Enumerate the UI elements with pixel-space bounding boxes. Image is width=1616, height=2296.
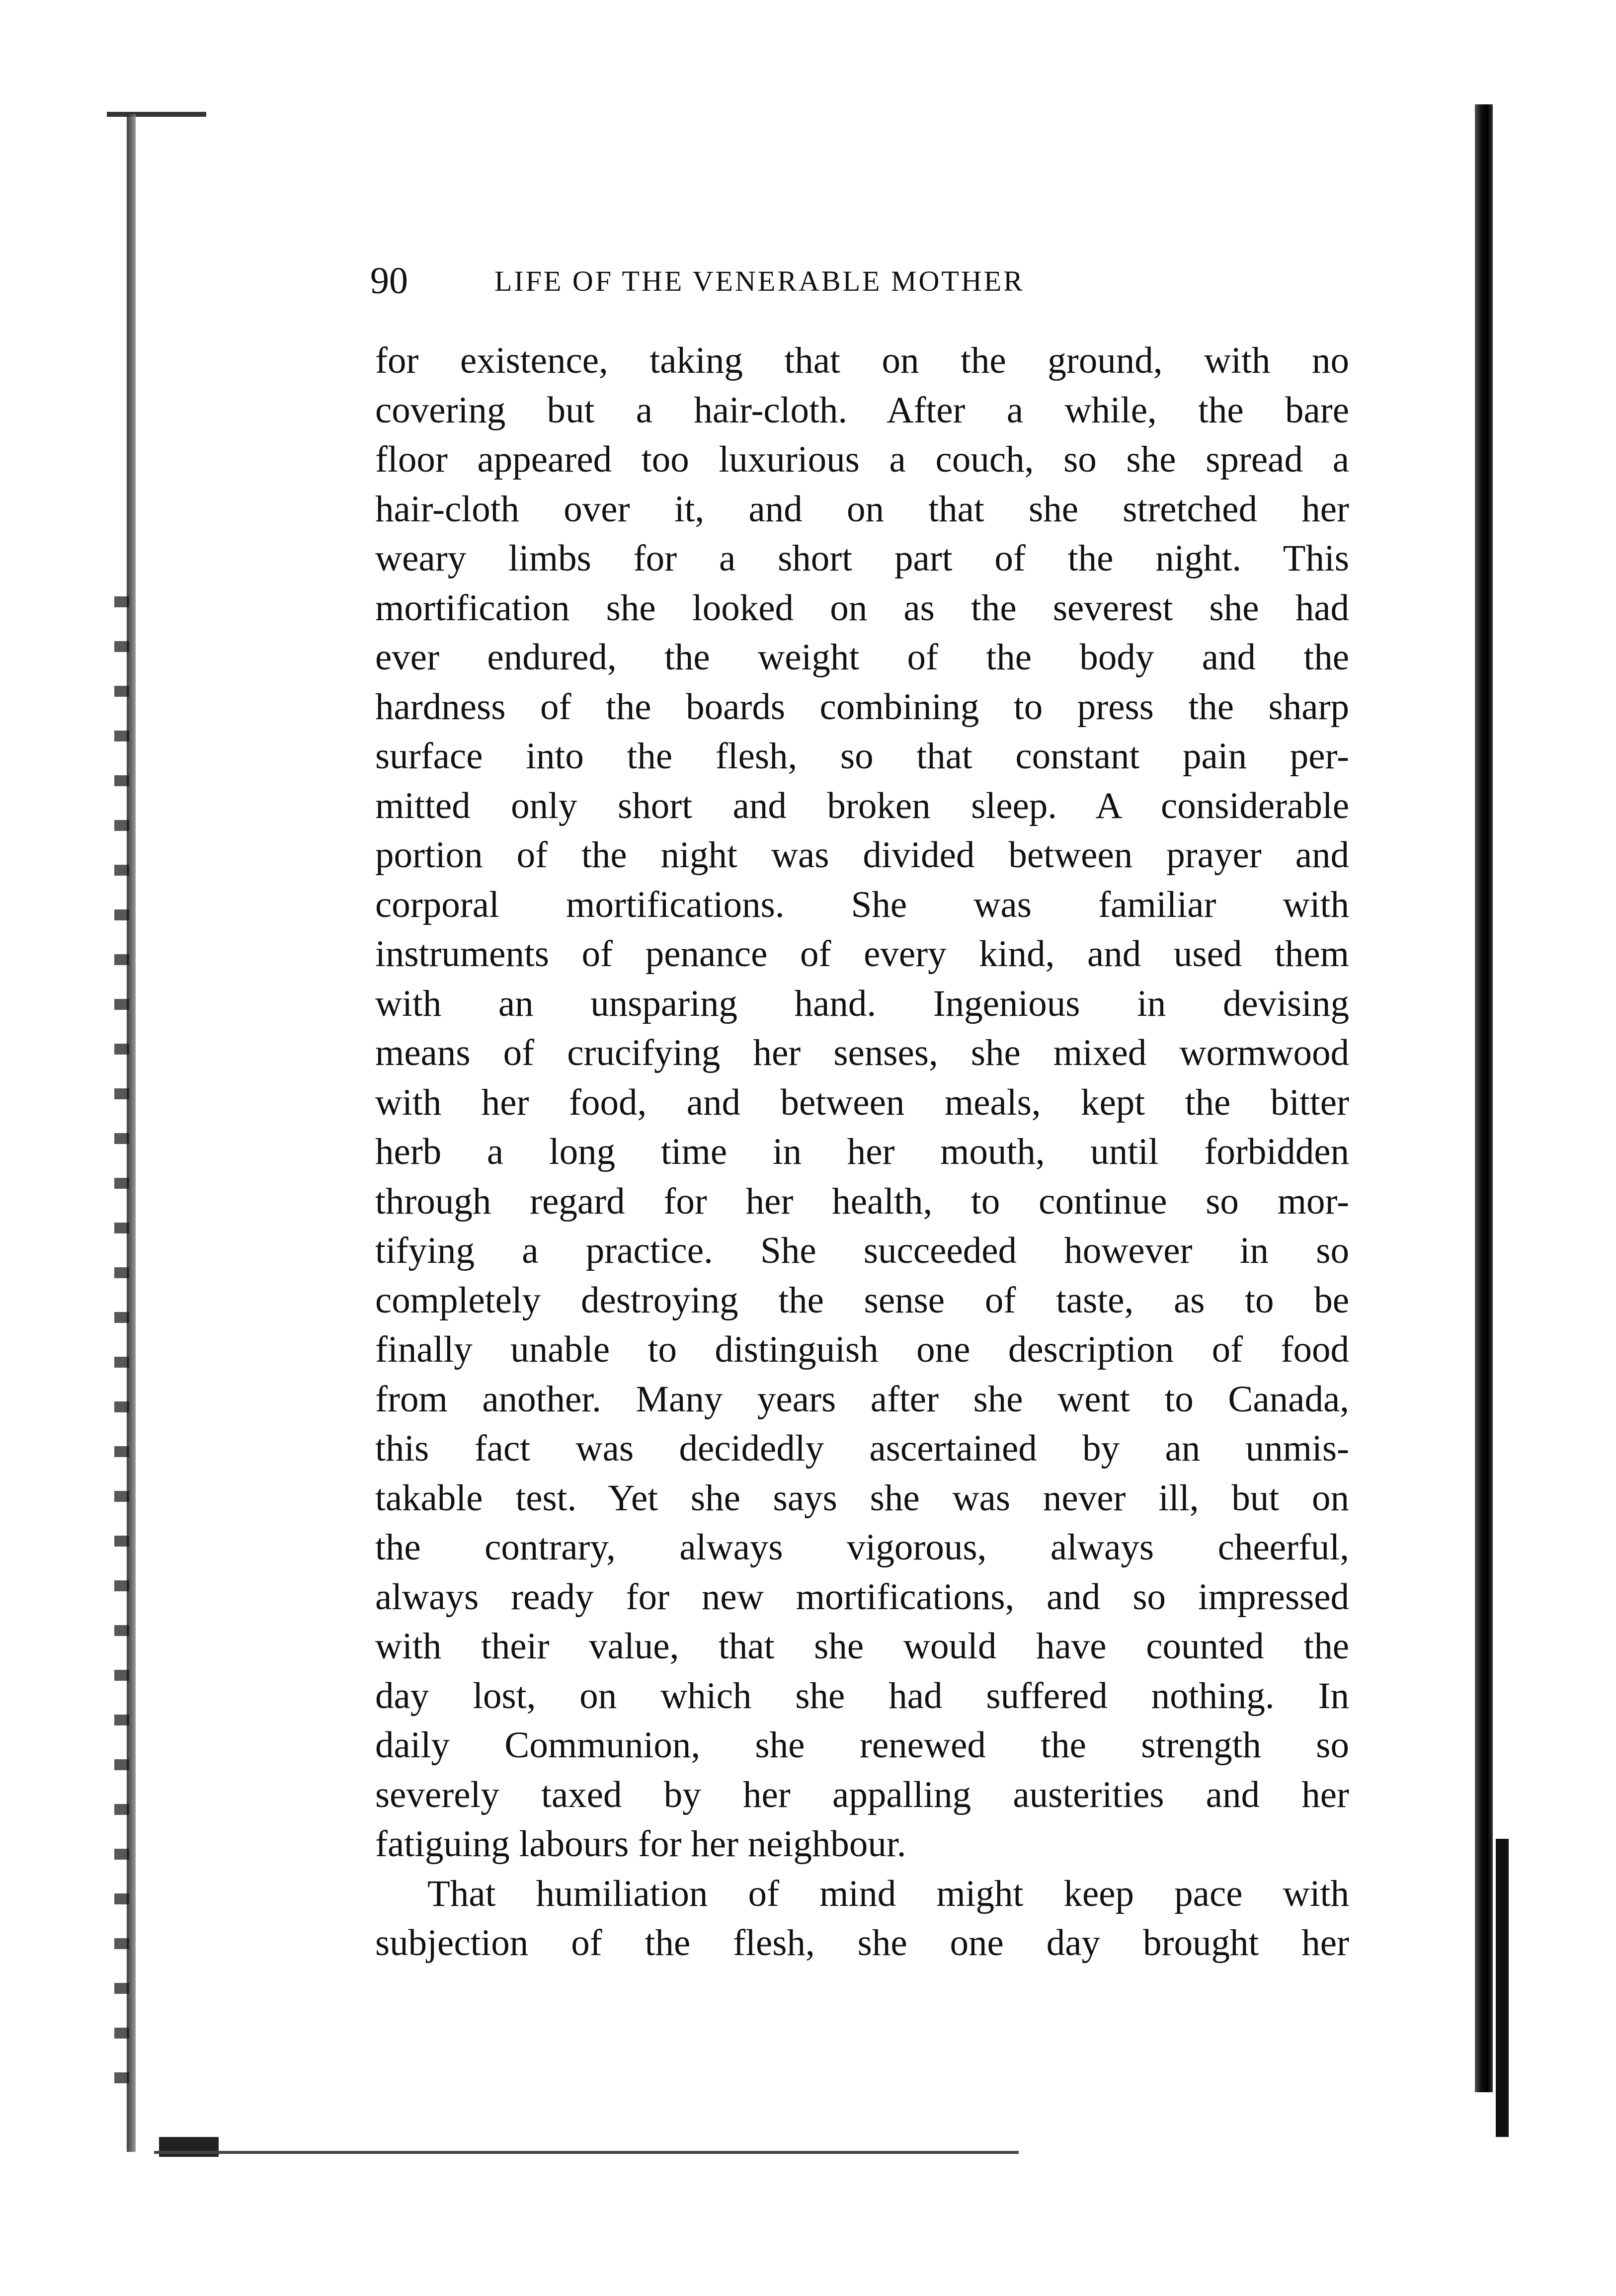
scan-edge-bottom-corner <box>159 2137 219 2157</box>
text-line: through regard for her health, to continue so mor- <box>375 1180 1349 1222</box>
paragraph-start-line: That humiliation of mind might keep pace with <box>427 1873 1349 1914</box>
text-line: surface into the flesh, so that constant pain per- <box>375 736 1349 777</box>
text-line: always ready for new mortifications, and so impressed <box>375 1576 1349 1618</box>
text-line: day lost, on which she had suffered nothing. In <box>375 1675 1349 1717</box>
body-text <box>375 336 1349 1968</box>
text-line: daily Communion, she renewed the strength so <box>375 1724 1349 1766</box>
text-line: ever endured, the weight of the body and the <box>375 637 1349 678</box>
text-line: floor appeared too luxurious a couch, so she spread a <box>375 439 1349 480</box>
text-line: hair-cloth over it, and on that she stretched her <box>375 488 1349 530</box>
running-head: LIFE OF THE VENERABLE MOTHER <box>494 265 1025 297</box>
text-line: the contrary, always vigorous, always cheerful, <box>375 1527 1349 1568</box>
text-line: portion of the night was divided between prayer and <box>375 834 1349 876</box>
text-line: mortification she looked on as the severest she had <box>375 587 1349 629</box>
scan-edge-right <box>1475 104 1493 2092</box>
text-line: from another. Many years after she went to Canada, <box>375 1378 1349 1420</box>
scan-edge-left-marks <box>114 596 129 2087</box>
text-line: hardness of the boards combining to press the sharp <box>375 686 1349 728</box>
text-line: covering but a hair-cloth. After a while, the bare <box>375 389 1349 431</box>
text-line: herb a long time in her mouth, until forbidden <box>375 1131 1349 1172</box>
text-line: with an unsparing hand. Ingenious in devising <box>375 983 1349 1024</box>
scan-edge-bottom <box>154 2151 1019 2154</box>
text-line: with their value, that she would have counted the <box>375 1626 1349 1667</box>
text-line: for existence, taking that on the ground, with no <box>375 340 1349 381</box>
text-line: weary limbs for a short part of the night. This <box>375 538 1349 579</box>
page-header <box>370 258 1175 303</box>
scan-edge-top-left <box>107 112 206 117</box>
text-line: means of crucifying her senses, she mixed wormwood <box>375 1032 1349 1073</box>
scan-edge-right-shadow <box>1496 1839 1509 2137</box>
text-line: mitted only short and broken sleep. A considerable <box>375 785 1349 826</box>
text-line: tifying a practice. She succeeded however in so <box>375 1230 1349 1271</box>
text-line: severely taxed by her appalling austerities and her <box>375 1774 1349 1815</box>
text-line: fatiguing labours for her neighbour. <box>375 1823 906 1865</box>
text-line: instruments of penance of every kind, and used them <box>375 933 1349 975</box>
text-line: corporal mortifications. She was familiar with <box>375 884 1349 925</box>
page-number: 90 <box>370 260 408 302</box>
text-line: completely destroying the sense of taste, as to be <box>375 1279 1349 1321</box>
text-line: finally unable to distinguish one description of food <box>375 1329 1349 1370</box>
text-line: takable test. Yet she says she was never ill, but on <box>375 1477 1349 1519</box>
text-line: subjection of the flesh, she one day brought her <box>375 1922 1349 1964</box>
text-line: with her food, and between meals, kept the bitter <box>375 1081 1349 1123</box>
text-line: this fact was decidedly ascertained by an unmis- <box>375 1428 1349 1469</box>
